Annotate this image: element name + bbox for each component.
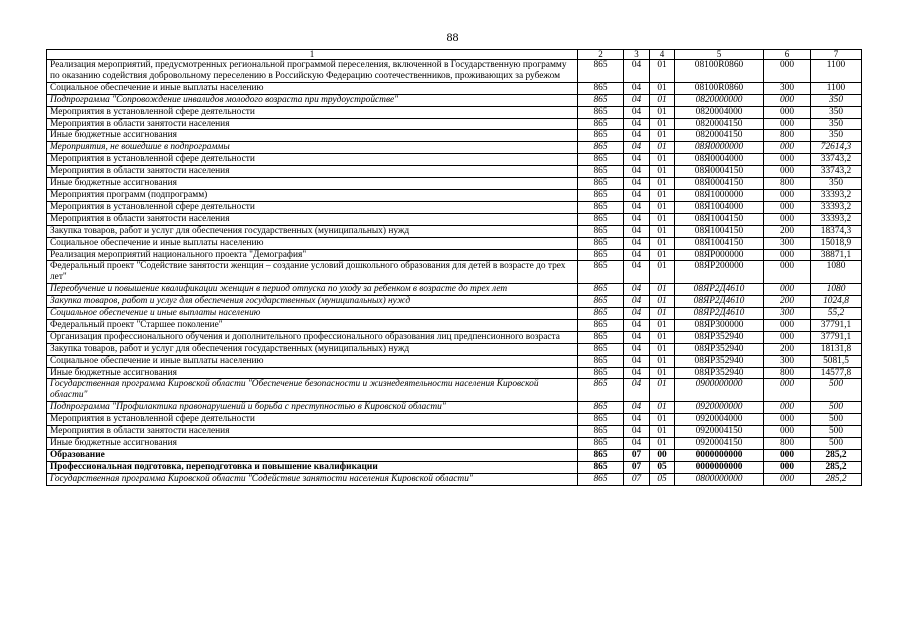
row-target-article: 0900000000 xyxy=(675,379,764,402)
row-target-article: 08Я1004150 xyxy=(675,225,764,237)
row-expense-type: 800 xyxy=(764,178,811,190)
table-row xyxy=(47,213,862,225)
row-subsection-code: 00 xyxy=(650,449,675,461)
table-row xyxy=(47,343,862,355)
row-name: Государственная программа Кировской области "Обеспечение безопасности и жизнедеятельности населения Кировской области" xyxy=(47,379,578,402)
row-expense-type: 000 xyxy=(764,249,811,261)
row-expense-type: 200 xyxy=(764,225,811,237)
row-name: Иные бюджетные ассигнования xyxy=(47,438,578,450)
row-expense-type: 300 xyxy=(764,237,811,249)
row-subsection-code: 01 xyxy=(650,201,675,213)
row-ministry-code: 865 xyxy=(578,367,624,379)
row-ministry-code: 865 xyxy=(578,438,624,450)
table-row xyxy=(47,355,862,367)
row-name: Реализация мероприятий национального проекта "Демография" xyxy=(47,249,578,261)
table-row xyxy=(47,154,862,166)
row-section-code: 04 xyxy=(624,166,650,178)
row-name: Закупка товаров, работ и услуг для обеспечения государственных (муниципальных) нужд xyxy=(47,296,578,308)
row-section-code: 04 xyxy=(624,284,650,296)
row-target-article: 08Я0004150 xyxy=(675,178,764,190)
row-amount: 1080 xyxy=(811,261,862,284)
row-section-code: 04 xyxy=(624,118,650,130)
row-subsection-code: 01 xyxy=(650,154,675,166)
row-subsection-code: 05 xyxy=(650,461,675,473)
column-header: 3 xyxy=(624,50,650,60)
table-row xyxy=(47,449,862,461)
row-expense-type: 000 xyxy=(764,166,811,178)
row-ministry-code: 865 xyxy=(578,355,624,367)
row-section-code: 04 xyxy=(624,261,650,284)
row-target-article: 08Я1004000 xyxy=(675,201,764,213)
row-expense-type: 800 xyxy=(764,438,811,450)
row-subsection-code: 01 xyxy=(650,166,675,178)
column-header: 5 xyxy=(675,50,764,60)
row-target-article: 08Я1004150 xyxy=(675,237,764,249)
row-section-code: 04 xyxy=(624,225,650,237)
row-name: Мероприятия в области занятости населения xyxy=(47,213,578,225)
row-ministry-code: 865 xyxy=(578,118,624,130)
row-ministry-code: 865 xyxy=(578,142,624,154)
row-section-code: 04 xyxy=(624,379,650,402)
row-target-article: 08ЯР2Д4610 xyxy=(675,296,764,308)
row-subsection-code: 05 xyxy=(650,473,675,485)
row-name: Подпрограмма "Профилактика правонарушений и борьба с преступностью в Кировской области" xyxy=(47,402,578,414)
table-row xyxy=(47,106,862,118)
row-ministry-code: 865 xyxy=(578,189,624,201)
row-ministry-code: 865 xyxy=(578,473,624,485)
row-subsection-code: 01 xyxy=(650,142,675,154)
row-name: Профессиональная подготовка, переподготовка и повышение квалификации xyxy=(47,461,578,473)
row-target-article: 08ЯР2Д4610 xyxy=(675,284,764,296)
row-target-article: 08100R0860 xyxy=(675,82,764,94)
row-expense-type: 000 xyxy=(764,142,811,154)
row-expense-type: 000 xyxy=(764,60,811,83)
row-section-code: 04 xyxy=(624,154,650,166)
row-expense-type: 000 xyxy=(764,213,811,225)
row-subsection-code: 01 xyxy=(650,94,675,106)
row-amount: 33743,2 xyxy=(811,166,862,178)
row-target-article: 0820004150 xyxy=(675,118,764,130)
column-header: 1 xyxy=(47,50,578,60)
row-amount: 37791,1 xyxy=(811,319,862,331)
row-amount: 1080 xyxy=(811,284,862,296)
row-section-code: 04 xyxy=(624,94,650,106)
row-amount: 500 xyxy=(811,414,862,426)
row-amount: 350 xyxy=(811,106,862,118)
row-target-article: 0000000000 xyxy=(675,449,764,461)
row-amount: 500 xyxy=(811,379,862,402)
row-section-code: 04 xyxy=(624,343,650,355)
row-section-code: 04 xyxy=(624,414,650,426)
row-ministry-code: 865 xyxy=(578,319,624,331)
row-section-code: 07 xyxy=(624,473,650,485)
table-row xyxy=(47,60,862,83)
row-name: Государственная программа Кировской области "Содействие занятости населения Кировской области" xyxy=(47,473,578,485)
row-subsection-code: 01 xyxy=(650,213,675,225)
page-number: 88 xyxy=(446,30,459,44)
row-ministry-code: 865 xyxy=(578,249,624,261)
row-target-article: 0920004000 xyxy=(675,414,764,426)
row-name: Образование xyxy=(47,449,578,461)
row-ministry-code: 865 xyxy=(578,261,624,284)
table-row xyxy=(47,414,862,426)
row-expense-type: 000 xyxy=(764,319,811,331)
row-ministry-code: 865 xyxy=(578,296,624,308)
row-name: Мероприятия в области занятости населения xyxy=(47,118,578,130)
row-section-code: 07 xyxy=(624,461,650,473)
row-subsection-code: 01 xyxy=(650,178,675,190)
row-target-article: 08ЯР2Д4610 xyxy=(675,308,764,320)
row-subsection-code: 01 xyxy=(650,438,675,450)
row-section-code: 04 xyxy=(624,130,650,142)
row-ministry-code: 865 xyxy=(578,225,624,237)
row-target-article: 08Я1004150 xyxy=(675,213,764,225)
row-amount: 500 xyxy=(811,402,862,414)
row-subsection-code: 01 xyxy=(650,319,675,331)
row-name: Организация профессионального обучения и дополнительного профессионального образования лиц предпенсионного возраста xyxy=(47,331,578,343)
row-ministry-code: 865 xyxy=(578,94,624,106)
row-section-code: 04 xyxy=(624,201,650,213)
row-target-article: 08ЯР000000 xyxy=(675,249,764,261)
row-target-article: 08ЯР352940 xyxy=(675,355,764,367)
row-subsection-code: 01 xyxy=(650,426,675,438)
row-section-code: 04 xyxy=(624,249,650,261)
row-subsection-code: 01 xyxy=(650,261,675,284)
row-expense-type: 000 xyxy=(764,284,811,296)
row-subsection-code: 01 xyxy=(650,308,675,320)
row-section-code: 04 xyxy=(624,402,650,414)
row-expense-type: 000 xyxy=(764,461,811,473)
column-header: 6 xyxy=(764,50,811,60)
row-name: Социальное обеспечение и иные выплаты населению xyxy=(47,82,578,94)
table-row xyxy=(47,461,862,473)
table-row xyxy=(47,178,862,190)
row-target-article: 08Я0004150 xyxy=(675,166,764,178)
row-subsection-code: 01 xyxy=(650,106,675,118)
table-row xyxy=(47,426,862,438)
table-row xyxy=(47,166,862,178)
row-name: Мероприятия в установленной сфере деятельности xyxy=(47,201,578,213)
table-row xyxy=(47,130,862,142)
row-section-code: 04 xyxy=(624,213,650,225)
row-expense-type: 300 xyxy=(764,355,811,367)
row-amount: 500 xyxy=(811,426,862,438)
row-subsection-code: 01 xyxy=(650,130,675,142)
row-name: Иные бюджетные ассигнования xyxy=(47,367,578,379)
row-name: Мероприятия в области занятости населения xyxy=(47,166,578,178)
row-target-article: 08Я0004000 xyxy=(675,154,764,166)
row-name: Переобучение и повышение квалификации женщин в период отпуска по уходу за ребенком в возрасте до трех лет xyxy=(47,284,578,296)
row-ministry-code: 865 xyxy=(578,331,624,343)
row-target-article: 0820004150 xyxy=(675,130,764,142)
row-section-code: 04 xyxy=(624,237,650,249)
row-section-code: 04 xyxy=(624,178,650,190)
row-section-code: 04 xyxy=(624,189,650,201)
row-target-article: 08ЯР300000 xyxy=(675,319,764,331)
row-expense-type: 000 xyxy=(764,261,811,284)
table-row xyxy=(47,319,862,331)
row-expense-type: 000 xyxy=(764,201,811,213)
row-subsection-code: 01 xyxy=(650,189,675,201)
row-amount: 285,2 xyxy=(811,473,862,485)
row-target-article: 08Я1000000 xyxy=(675,189,764,201)
row-ministry-code: 865 xyxy=(578,449,624,461)
row-amount: 350 xyxy=(811,118,862,130)
row-ministry-code: 865 xyxy=(578,154,624,166)
row-expense-type: 000 xyxy=(764,154,811,166)
row-name: Закупка товаров, работ и услуг для обеспечения государственных (муниципальных) нужд xyxy=(47,343,578,355)
row-ministry-code: 865 xyxy=(578,414,624,426)
row-expense-type: 000 xyxy=(764,473,811,485)
row-amount: 1100 xyxy=(811,82,862,94)
row-ministry-code: 865 xyxy=(578,343,624,355)
row-subsection-code: 01 xyxy=(650,402,675,414)
row-section-code: 04 xyxy=(624,142,650,154)
row-target-article: 08ЯР200000 xyxy=(675,261,764,284)
table-row xyxy=(47,438,862,450)
row-expense-type: 000 xyxy=(764,189,811,201)
row-target-article: 0920000000 xyxy=(675,402,764,414)
row-subsection-code: 01 xyxy=(650,82,675,94)
row-ministry-code: 865 xyxy=(578,284,624,296)
row-section-code: 04 xyxy=(624,106,650,118)
table-row xyxy=(47,118,862,130)
row-ministry-code: 865 xyxy=(578,106,624,118)
row-amount: 72614,3 xyxy=(811,142,862,154)
row-subsection-code: 01 xyxy=(650,249,675,261)
row-expense-type: 000 xyxy=(764,449,811,461)
row-ministry-code: 865 xyxy=(578,426,624,438)
table-row xyxy=(47,201,862,213)
table-row xyxy=(47,237,862,249)
row-ministry-code: 865 xyxy=(578,379,624,402)
row-amount: 285,2 xyxy=(811,449,862,461)
row-ministry-code: 865 xyxy=(578,130,624,142)
budget-table xyxy=(46,49,862,486)
table-row xyxy=(47,249,862,261)
row-amount: 1024,8 xyxy=(811,296,862,308)
row-target-article: 08ЯР352940 xyxy=(675,331,764,343)
row-amount: 33393,2 xyxy=(811,189,862,201)
row-name: Мероприятия, не вошедшие в подпрограммы xyxy=(47,142,578,154)
row-subsection-code: 01 xyxy=(650,284,675,296)
row-amount: 55,2 xyxy=(811,308,862,320)
row-name: Подпрограмма "Сопровождение инвалидов молодого возраста при трудоустройстве" xyxy=(47,94,578,106)
row-name: Закупка товаров, работ и услуг для обеспечения государственных (муниципальных) нужд xyxy=(47,225,578,237)
row-ministry-code: 865 xyxy=(578,213,624,225)
table-row xyxy=(47,189,862,201)
row-name: Реализация мероприятий, предусмотренных региональной программой переселения, включенной в Государственную программу по оказанию содействия добровольному переселению в Российскую Федерацию соотечественников, проживающих за рубежом xyxy=(47,60,578,83)
row-amount: 500 xyxy=(811,438,862,450)
row-target-article: 08ЯР352940 xyxy=(675,367,764,379)
row-section-code: 07 xyxy=(624,449,650,461)
table-row xyxy=(47,284,862,296)
row-section-code: 04 xyxy=(624,367,650,379)
row-expense-type: 000 xyxy=(764,118,811,130)
row-amount: 37791,1 xyxy=(811,331,862,343)
table-row xyxy=(47,473,862,485)
row-target-article: 0800000000 xyxy=(675,473,764,485)
row-subsection-code: 01 xyxy=(650,367,675,379)
row-expense-type: 800 xyxy=(764,367,811,379)
row-section-code: 04 xyxy=(624,319,650,331)
row-ministry-code: 865 xyxy=(578,237,624,249)
row-name: Социальное обеспечение и иные выплаты населению xyxy=(47,237,578,249)
row-name: Социальное обеспечение и иные выплаты населению xyxy=(47,308,578,320)
table-row xyxy=(47,94,862,106)
row-expense-type: 300 xyxy=(764,308,811,320)
table-row xyxy=(47,225,862,237)
row-name: Федеральный проект "Содействие занятости женщин – создание условий дошкольного образования для детей в возрасте до трех лет" xyxy=(47,261,578,284)
row-ministry-code: 865 xyxy=(578,60,624,83)
row-name: Федеральный проект "Старшее поколение" xyxy=(47,319,578,331)
row-expense-type: 000 xyxy=(764,94,811,106)
row-subsection-code: 01 xyxy=(650,343,675,355)
row-subsection-code: 01 xyxy=(650,379,675,402)
table-row xyxy=(47,331,862,343)
column-header: 4 xyxy=(650,50,675,60)
row-amount: 33743,2 xyxy=(811,154,862,166)
row-amount: 38871,1 xyxy=(811,249,862,261)
row-ministry-code: 865 xyxy=(578,402,624,414)
table-row xyxy=(47,296,862,308)
row-subsection-code: 01 xyxy=(650,60,675,83)
row-target-article: 0920004150 xyxy=(675,426,764,438)
table-row xyxy=(47,142,862,154)
row-name: Мероприятия в установленной сфере деятельности xyxy=(47,414,578,426)
table-row xyxy=(47,261,862,284)
row-amount: 350 xyxy=(811,130,862,142)
row-expense-type: 000 xyxy=(764,106,811,118)
table-row xyxy=(47,82,862,94)
row-subsection-code: 01 xyxy=(650,118,675,130)
row-expense-type: 000 xyxy=(764,426,811,438)
row-ministry-code: 865 xyxy=(578,201,624,213)
row-amount: 33393,2 xyxy=(811,201,862,213)
row-section-code: 04 xyxy=(624,82,650,94)
row-name: Иные бюджетные ассигнования xyxy=(47,178,578,190)
row-amount: 18131,8 xyxy=(811,343,862,355)
row-section-code: 04 xyxy=(624,308,650,320)
row-subsection-code: 01 xyxy=(650,331,675,343)
row-section-code: 04 xyxy=(624,296,650,308)
row-subsection-code: 01 xyxy=(650,355,675,367)
column-header: 2 xyxy=(578,50,624,60)
row-section-code: 04 xyxy=(624,426,650,438)
row-target-article: 08Я0000000 xyxy=(675,142,764,154)
row-section-code: 04 xyxy=(624,438,650,450)
row-ministry-code: 865 xyxy=(578,308,624,320)
row-amount: 350 xyxy=(811,94,862,106)
table-row xyxy=(47,402,862,414)
table-header-row xyxy=(47,50,862,60)
row-amount: 5081,5 xyxy=(811,355,862,367)
row-expense-type: 200 xyxy=(764,296,811,308)
row-section-code: 04 xyxy=(624,60,650,83)
row-expense-type: 000 xyxy=(764,379,811,402)
row-amount: 285,2 xyxy=(811,461,862,473)
row-name: Иные бюджетные ассигнования xyxy=(47,130,578,142)
row-amount: 18374,3 xyxy=(811,225,862,237)
row-ministry-code: 865 xyxy=(578,461,624,473)
row-name: Мероприятия в установленной сфере деятельности xyxy=(47,154,578,166)
table-row xyxy=(47,308,862,320)
row-name: Мероприятия в области занятости населения xyxy=(47,426,578,438)
row-amount: 14577,8 xyxy=(811,367,862,379)
row-target-article: 0920004150 xyxy=(675,438,764,450)
row-target-article: 08100R0860 xyxy=(675,60,764,83)
row-ministry-code: 865 xyxy=(578,178,624,190)
row-expense-type: 200 xyxy=(764,343,811,355)
column-header: 7 xyxy=(811,50,862,60)
row-subsection-code: 01 xyxy=(650,414,675,426)
row-expense-type: 000 xyxy=(764,402,811,414)
row-section-code: 04 xyxy=(624,355,650,367)
row-amount: 1100 xyxy=(811,60,862,83)
row-subsection-code: 01 xyxy=(650,225,675,237)
row-ministry-code: 865 xyxy=(578,82,624,94)
row-amount: 33393,2 xyxy=(811,213,862,225)
row-target-article: 08ЯР352940 xyxy=(675,343,764,355)
row-expense-type: 800 xyxy=(764,130,811,142)
row-target-article: 0820000000 xyxy=(675,94,764,106)
table-row xyxy=(47,379,862,402)
row-target-article: 0000000000 xyxy=(675,461,764,473)
row-name: Социальное обеспечение и иные выплаты населению xyxy=(47,355,578,367)
row-expense-type: 000 xyxy=(764,414,811,426)
row-target-article: 0820004000 xyxy=(675,106,764,118)
row-amount: 350 xyxy=(811,178,862,190)
table-row xyxy=(47,367,862,379)
row-ministry-code: 865 xyxy=(578,166,624,178)
row-subsection-code: 01 xyxy=(650,296,675,308)
row-section-code: 04 xyxy=(624,331,650,343)
row-amount: 15018,9 xyxy=(811,237,862,249)
row-subsection-code: 01 xyxy=(650,237,675,249)
row-name: Мероприятия в установленной сфере деятельности xyxy=(47,106,578,118)
row-expense-type: 000 xyxy=(764,331,811,343)
row-name: Мероприятия программ (подпрограмм) xyxy=(47,189,578,201)
row-expense-type: 300 xyxy=(764,82,811,94)
